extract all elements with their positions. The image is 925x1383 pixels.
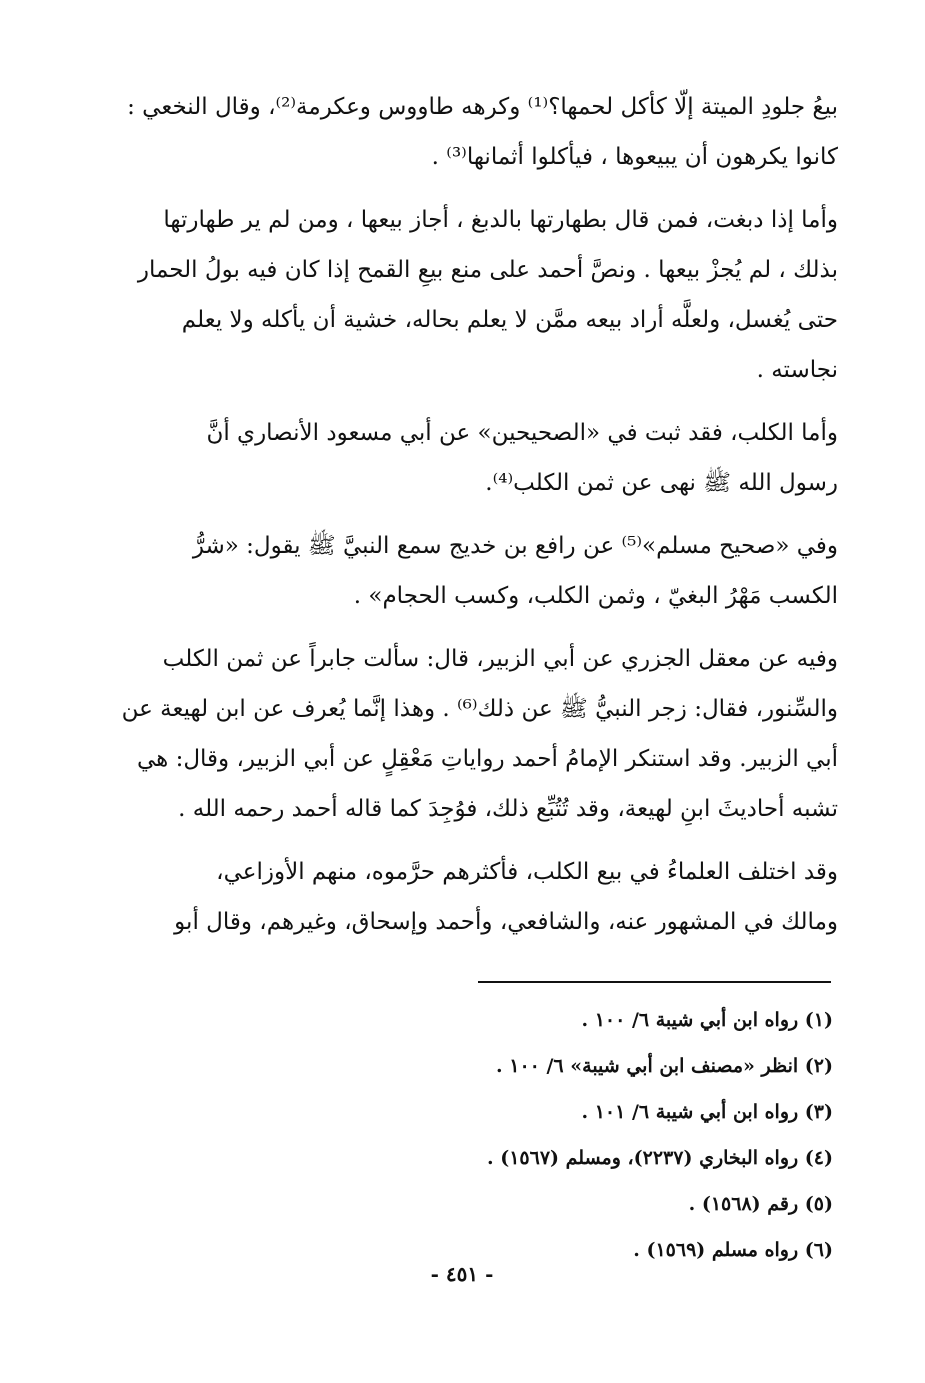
- footnotes: [273, 997, 833, 1273]
- footnote: (١) رواه ابن أبي شيبة ٦/ ١٠٠ .: [581, 1009, 833, 1031]
- text-line: وفي «صحيح مسلم»⁽⁵⁾ عن رافع بن خديج سمع النبيَّ ﷺ يقول: «شرُّ: [192, 533, 838, 559]
- text-line: أبي الزبير. وقد استنكر الإمامُ أحمد رواياتِ مَعْقِلٍ عن أبي الزبير، وقال: هي: [136, 746, 838, 772]
- footnote-separator: [478, 981, 831, 983]
- footnote: (٦) رواه مسلم (١٥٦٩) .: [633, 1239, 833, 1261]
- main-text: [100, 82, 838, 960]
- text-line: وأما الكلب، فقد ثبت في «الصحيحين» عن أبي مسعود الأنصاري أنَّ: [206, 420, 838, 446]
- paragraph: [100, 634, 838, 834]
- text-line: ومالك في المشهور عنه، والشافعي، وأحمد وإسحاق، وغيرهم، وقال أبو: [174, 909, 838, 935]
- text-line: والسِّنور، فقال: زجر النبيُّ ﷺ عن ذلك⁽⁶⁾ . وهذا إنَّما يُعرف عن ابن لهيعة عن: [121, 696, 838, 722]
- paragraph: [100, 195, 838, 395]
- footnote: (٥) رقم (١٥٦٨) .: [688, 1193, 833, 1215]
- footnote: (٢) انظر «مصنف ابن أبي شيبة» ٦/ ١٠٠ .: [496, 1055, 833, 1077]
- text-line: وقد اختلف العلماءُ في بيع الكلب، فأكثرهم حرَّموه، منهم الأوزاعي،: [216, 859, 838, 885]
- text-line: بذلك ، لم يُجزْ بيعها . ونصَّ أحمد على منع بيعِ القمح إذا كان فيه بولُ الحمار: [137, 257, 838, 283]
- text-line: بيعُ جلودِ الميتة إلّا كأكل لحمها؟⁽¹⁾ وكرهه طاووس وعكرمة⁽²⁾، وقال النخعي :: [127, 94, 838, 120]
- text-line: وأما إذا دبغت، فمن قال بطهارتها بالدبغ ، أجاز بيعها ، ومن لم ير طهارتها: [163, 207, 838, 233]
- text-line: رسول الله ﷺ نهى عن ثمن الكلب⁽⁴⁾.: [485, 470, 838, 496]
- paragraph: [100, 521, 838, 621]
- page-number: - ٤٥١ -: [430, 1262, 494, 1286]
- text-line: نجاسته .: [756, 357, 838, 383]
- text-line: تشبه أحاديثَ ابنِ لهيعة، وقد تُتُبِّع ذلك، فوُجِدَ كما قاله أحمد رحمه الله .: [178, 796, 838, 822]
- text-line: الكسب مَهْرُ البغيّ ، وثمن الكلب، وكسب الحجام» .: [353, 583, 838, 609]
- footnote: (٣) رواه ابن أبي شيبة ٦/ ١٠١ .: [581, 1101, 833, 1123]
- footnote: (٤) رواه البخاري (٢٢٣٧)، ومسلم (١٥٦٧) .: [486, 1147, 833, 1169]
- text-line: وفيه عن معقل الجزري عن أبي الزبير، قال: سألت جابراً عن ثمن الكلب: [162, 646, 838, 672]
- text-line: حتى يُغسل، ولعلَّه أراد بيعه ممَّن لا يعلم بحاله، خشية أن يأكله ولا يعلم: [181, 307, 838, 333]
- text-line: كانوا يكرهون أن يبيعوها ، فيأكلوا أثمانها⁽³⁾ .: [431, 144, 838, 170]
- paragraph: [100, 408, 838, 508]
- paragraph: [100, 847, 838, 947]
- paragraph: [100, 82, 838, 182]
